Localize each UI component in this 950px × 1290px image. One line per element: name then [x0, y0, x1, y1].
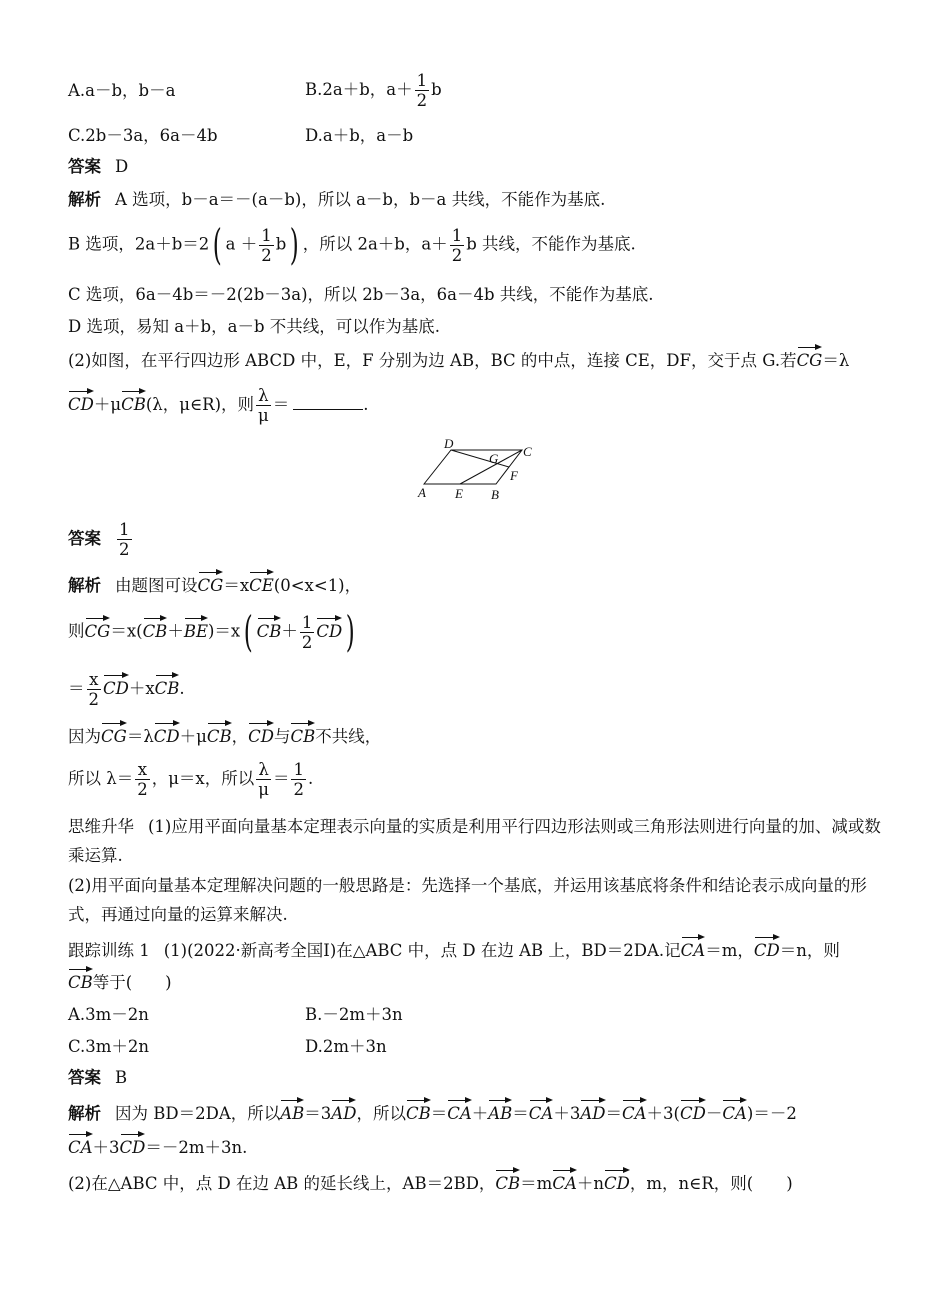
q2-analysis-line2: 则CG＝x(CB＋BE)＝x( CB＋ $\frac{1}{2}$ CD) [68, 607, 355, 656]
training-stem-line2: CB等于( ) [68, 966, 888, 995]
training-q2-stem: (2)在△ABC 中，点 D 在边 AB 的延长线上，AB＝2BD，CB＝mCA＋nCD，m，n∈R，则( ) [68, 1167, 888, 1196]
training-analysis-line1: 解析 因为 BD＝2DA，所以AB＝3AD，所以CB＝CA＋AB＝CA＋3AD＝CA＋3(CD－CA)＝－2 [68, 1097, 888, 1126]
option-b: B.－2m＋3n [305, 1005, 403, 1024]
label-c: C [523, 444, 532, 459]
option-d: D.a＋b，a－b [305, 126, 414, 145]
option-a: A.3m－2n [68, 1005, 149, 1024]
option-b: B.2a＋b，a＋ $\frac{1}{2}$ b [305, 71, 442, 110]
q2-analysis-line4: 因为CG＝λCD＋μCB，CD与CB不共线， [68, 720, 888, 749]
option-c: C.2b－3a，6a－4b [68, 126, 218, 145]
q2-analysis-line1: 解析 由题图可设CG＝xCE(0<x<1)， [68, 569, 888, 598]
q1-analysis-c: C 选项，6a－4b＝－2(2b－3a)，所以 2b－3a，6a－4b 共线，不能作为基底. [68, 285, 654, 304]
q2-analysis-line5: 所以 λ＝ $\frac{x}{2}$ ，μ＝x，所以 $\frac{\lambda}{\mu}$ ＝ $\frac{1}{2}$ . [68, 760, 314, 799]
q2-analysis-line3: ＝ $\frac{x}{2}$ CD＋xCB. [68, 670, 185, 709]
answer-blank [293, 409, 363, 410]
q1-answer: 答案 D [68, 157, 129, 176]
label-a: A [418, 485, 426, 500]
option-c: C.3m＋2n [68, 1037, 150, 1056]
option-a: A.a－b，b－a [68, 81, 176, 100]
training-analysis-line2: CA＋3CD＝－2m＋3n. [68, 1131, 888, 1160]
summary-p1: 思维升华 (1)应用平面向量基本定理表示向量的实质是利用平行四边形法则或三角形法则进行向量的加、减或数乘运算. [68, 817, 881, 865]
training-answer: 答案 B [68, 1068, 128, 1087]
q1-options-cd [68, 124, 888, 148]
parallelogram-figure [410, 436, 540, 502]
label-f: F [510, 468, 518, 483]
training-options-ab [68, 1003, 888, 1027]
label-e: E [455, 486, 463, 501]
q2-stem-line1: (2)如图，在平行四边形 ABCD 中，E，F 分别为边 AB，BC 的中点，连接 CE，DF，交于点 G.若CG＝λ [68, 344, 888, 373]
q2-answer: 答案 $\frac{1}{2}$ [68, 520, 130, 559]
q2-stem-line2: CD＋μCB(λ，μ∈R)，则 $\frac{\lambda}{\mu}$ ＝ . [68, 386, 369, 425]
label-d: D [444, 436, 454, 451]
training-options-cd [68, 1035, 888, 1059]
q1-analysis-d: D 选项，易知 a＋b，a－b 不共线，可以作为基底. [68, 317, 441, 336]
segment-df [451, 450, 509, 467]
label-g: G [489, 451, 499, 466]
option-d: D.2m＋3n [305, 1037, 387, 1056]
q1-options-ab [68, 71, 888, 110]
training-stem-line1: 跟踪训练 1 (1)(2022·新高考全国Ⅰ)在△ABC 中，点 D 在边 AB 上，BD＝2DA.记CA＝m，CD＝n，则 [68, 934, 888, 963]
label-b: B [491, 487, 499, 502]
summary-p2: (2)用平面向量基本定理解决问题的一般思路是：先选择一个基底，并运用该基底将条件和结论表示成向量的形式，再通过向量的运算来解决. [68, 876, 867, 924]
q1-analysis-a: 解析 A 选项，b－a＝－(a－b)，所以 a－b，b－a 共线，不能作为基底. [68, 190, 606, 209]
q1-analysis-b: B 选项，2a＋b＝2( a ＋ $\frac{1}{2}$ b) ，所以 2a＋b，a＋ $\frac{1}{2}$ b 共线，不能作为基底. [68, 220, 636, 269]
